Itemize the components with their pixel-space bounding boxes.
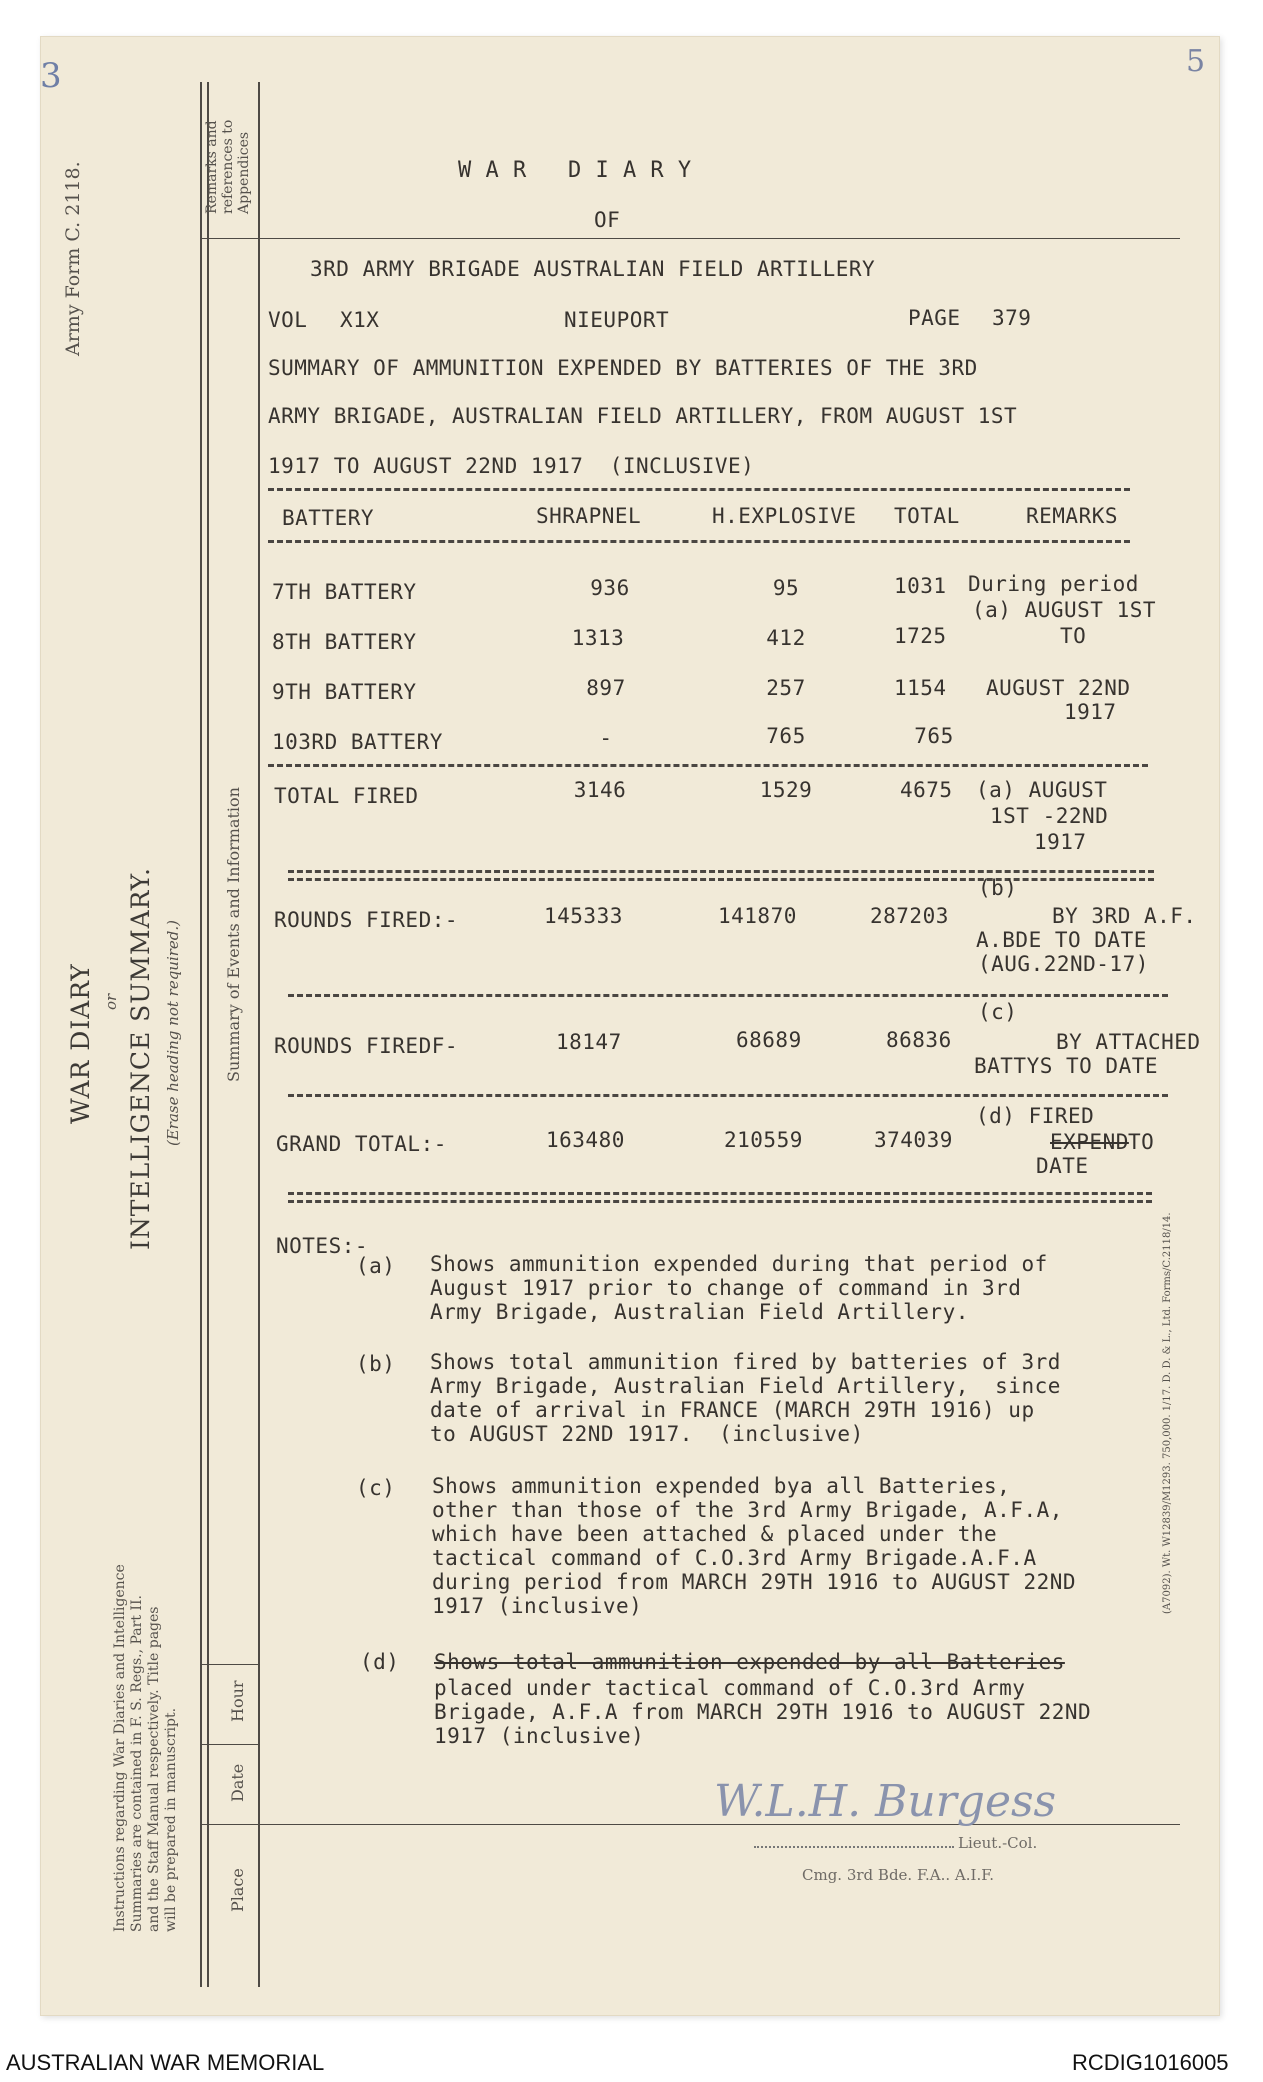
footer-source: AUSTRALIAN WAR MEMORIAL	[6, 2050, 325, 2075]
header-rule	[200, 238, 1180, 239]
shrapnel-value: 163480	[546, 1128, 625, 1152]
col-header-total: TOTAL	[894, 504, 960, 528]
total-value: 86836	[886, 1028, 952, 1052]
table-rule	[288, 1094, 1168, 1097]
shrapnel-value: 1313	[571, 626, 625, 650]
hexplosive-value: 412	[766, 626, 806, 650]
date-column-header: Date	[228, 1763, 247, 1802]
hexplosive-value: 95	[772, 576, 800, 600]
row-remark: BY 3RD A.F.	[1052, 904, 1197, 928]
remarks-column-header	[204, 120, 252, 214]
hexplosive-value: 141870	[718, 904, 797, 928]
battery-name: 103RD BATTERY	[272, 730, 443, 754]
note-mark: (d)	[360, 1650, 400, 1674]
page-value: 379	[992, 306, 1032, 330]
shrapnel-value: -	[599, 726, 613, 750]
total-value: 1031	[894, 574, 947, 598]
row-remark: (a) AUGUST 1ST	[972, 598, 1157, 622]
date-rule	[200, 1744, 260, 1745]
note-mark: (b)	[356, 1352, 396, 1376]
total-value: 1725	[894, 624, 947, 648]
row-remark: (b)	[978, 876, 1018, 900]
row-remark: (c)	[978, 1000, 1018, 1024]
row-remark: 1ST -22ND	[990, 804, 1109, 828]
location: NIEUPORT	[564, 308, 670, 332]
hour-column-header: Hour	[228, 1680, 247, 1722]
unit-name: 3RD ARMY BRIGADE AUSTRALIAN FIELD ARTILLERY	[310, 257, 876, 281]
table-rule	[268, 764, 1148, 767]
shrapnel-value: 936	[590, 576, 630, 600]
instructions-line: Instructions regarding War Diaries and Intelligence	[112, 1564, 128, 1932]
war-diary-heading: WAR DIARY	[66, 963, 95, 1124]
col-header-remarks: REMARKS	[1026, 504, 1119, 528]
rounds-fired-attached-label: ROUNDS FIREDF-	[274, 1034, 459, 1058]
table-rule	[288, 1192, 1152, 1195]
summary-column-header: Summary of Events and Information	[224, 787, 243, 1082]
form-number-label: Army Form C. 2118.	[62, 161, 84, 356]
row-remark: DATE	[1036, 1154, 1089, 1178]
table-rule	[288, 994, 1168, 997]
battery-name: 8TH BATTERY	[272, 630, 417, 654]
table-rule	[288, 1200, 1152, 1203]
total-value: 1154	[894, 676, 947, 700]
instructions-block	[112, 1564, 180, 1932]
note-text: Shows ammunition expended bya all Batteries, other than those of the 3rd Army Brigade, A.F.A, which have been attached & placed under the tactical command of C.O.3rd Army Brigade.A.F.A during period from MARCH 29TH 1916 to AUGUST 22ND 1917 (inclusive)	[432, 1474, 1077, 1618]
printer-imprint: (A7092). Wt. W12839/M1293. 750,000. 1/17. D. D. & L., Ltd. Forms/C.2118/14.	[1162, 1212, 1173, 1614]
row-remark: 1917	[1064, 700, 1117, 724]
summary-line: 1917 TO AUGUST 22ND 1917 (INCLUSIVE)	[268, 454, 755, 478]
summary-line: ARMY BRIGADE, AUSTRALIAN FIELD ARTILLERY, FROM AUGUST 1ST	[268, 404, 1018, 428]
total-value: 4675	[900, 778, 953, 802]
hour-rule	[200, 1664, 260, 1665]
hexplosive-value: 210559	[724, 1128, 803, 1152]
row-remark: A.BDE TO DATE	[976, 928, 1147, 952]
total-value: 765	[914, 724, 954, 748]
total-value: 374039	[874, 1128, 953, 1152]
signature-rank: Lieut.-Col.	[958, 1834, 1038, 1852]
rounds-fired-label: ROUNDS FIRED:-	[274, 908, 459, 932]
total-value: 287203	[870, 904, 949, 928]
row-remark: BATTYS TO DATE	[974, 1054, 1159, 1078]
note-text: Shows ammunition expended during that period of August 1917 prior to change of command in 3rd Army Brigade, Australian Field Artillery.	[430, 1252, 1048, 1324]
remarks-header-line: Remarks and	[204, 120, 220, 214]
table-rule	[268, 540, 1130, 543]
table-rule	[288, 878, 1154, 881]
col-header-battery: BATTERY	[282, 506, 375, 530]
vol-label: VOL	[268, 308, 308, 332]
hexplosive-value: 68689	[736, 1028, 802, 1052]
hexplosive-value: 257	[766, 676, 806, 700]
note-text: placed under tactical command of C.O.3rd Army Brigade, A.F.A from MARCH 29TH 1916 to AUGUST 22ND 1917 (inclusive)	[434, 1676, 1092, 1748]
row-remark: AUGUST 22ND	[986, 676, 1131, 700]
row-remark: (a) AUGUST	[976, 778, 1108, 802]
row-remark: TO	[1060, 624, 1087, 648]
note-mark: (c)	[356, 1476, 396, 1500]
note-text: Shows total ammunition fired by batteries of 3rd Army Brigade, Australian Field Artillery, since date of arrival in FRANCE (MARCH 29TH 1916) up to AUGUST 22ND 1917. (inclusive)	[430, 1350, 1061, 1446]
summary-column-rule	[258, 82, 260, 1987]
row-remark: (d) FIRED	[976, 1104, 1095, 1128]
signature-unit: Cmg. 3rd Bde. F.A.. A.I.F.	[802, 1866, 995, 1884]
left-margin-rule	[200, 82, 202, 1987]
row-remark: 1917	[1034, 830, 1087, 854]
remarks-header-line: Appendices	[236, 131, 252, 214]
battery-name: 7TH BATTERY	[272, 580, 417, 604]
erase-heading-note: (Erase heading not required.)	[164, 919, 182, 1146]
summary-line: SUMMARY OF AMMUNITION EXPENDED BY BATTERIES OF THE 3RD	[268, 356, 978, 380]
hexplosive-value: 1529	[759, 778, 813, 802]
document-title: W A R D I A R Y	[458, 158, 692, 183]
signature: W.L.H. Burgess	[714, 1776, 1057, 1827]
remarks-header-line: references to	[220, 119, 236, 214]
place-column-header: Place	[228, 1868, 247, 1912]
table-rule	[268, 488, 1130, 491]
signature-line	[754, 1846, 954, 1848]
row-remark: BY ATTACHED	[1056, 1030, 1201, 1054]
page-label: PAGE	[908, 306, 961, 330]
corner-number-right: 5	[1186, 44, 1206, 79]
note-text-struck: Shows total ammunition expended by all Batteries	[434, 1650, 1065, 1674]
total-fired-label: TOTAL FIRED	[274, 784, 419, 808]
col-header-hexplosive: H.EXPLOSIVE	[712, 504, 857, 528]
grand-total-label: GRAND TOTAL:-	[276, 1132, 447, 1156]
title-of: OF	[594, 208, 621, 232]
row-remark: (AUG.22ND-17)	[978, 952, 1149, 976]
row-remark: TO	[1128, 1130, 1155, 1154]
intelligence-summary-heading: INTELLIGENCE SUMMARY.	[126, 867, 155, 1250]
corner-number-left: 3	[40, 56, 62, 96]
instructions-line: Summaries are contained in F. S. Regs., Part II.	[129, 1595, 145, 1932]
row-remark: During period	[968, 572, 1139, 596]
col-header-shrapnel: SHRAPNEL	[536, 504, 642, 528]
shrapnel-value: 897	[586, 676, 626, 700]
shrapnel-value: 18147	[556, 1030, 622, 1054]
or-label: or	[102, 993, 120, 1010]
battery-name: 9TH BATTERY	[272, 680, 417, 704]
footer-id: RCDIG1016005	[1072, 2050, 1229, 2075]
note-mark: (a)	[356, 1254, 396, 1278]
hexplosive-value: 765	[766, 724, 806, 748]
table-rule	[288, 870, 1154, 873]
left-margin-rule-inner	[207, 82, 209, 1987]
row-remark-struck: EXPEND	[1050, 1130, 1129, 1154]
vol-value: X1X	[340, 308, 380, 332]
instructions-line: will be prepared in manuscript.	[163, 1707, 179, 1932]
shrapnel-value: 145333	[544, 904, 623, 928]
shrapnel-value: 3146	[573, 778, 627, 802]
instructions-line: and the Staff Manual respectively. Title pages	[146, 1606, 162, 1932]
notes-heading: NOTES:-	[276, 1234, 369, 1258]
